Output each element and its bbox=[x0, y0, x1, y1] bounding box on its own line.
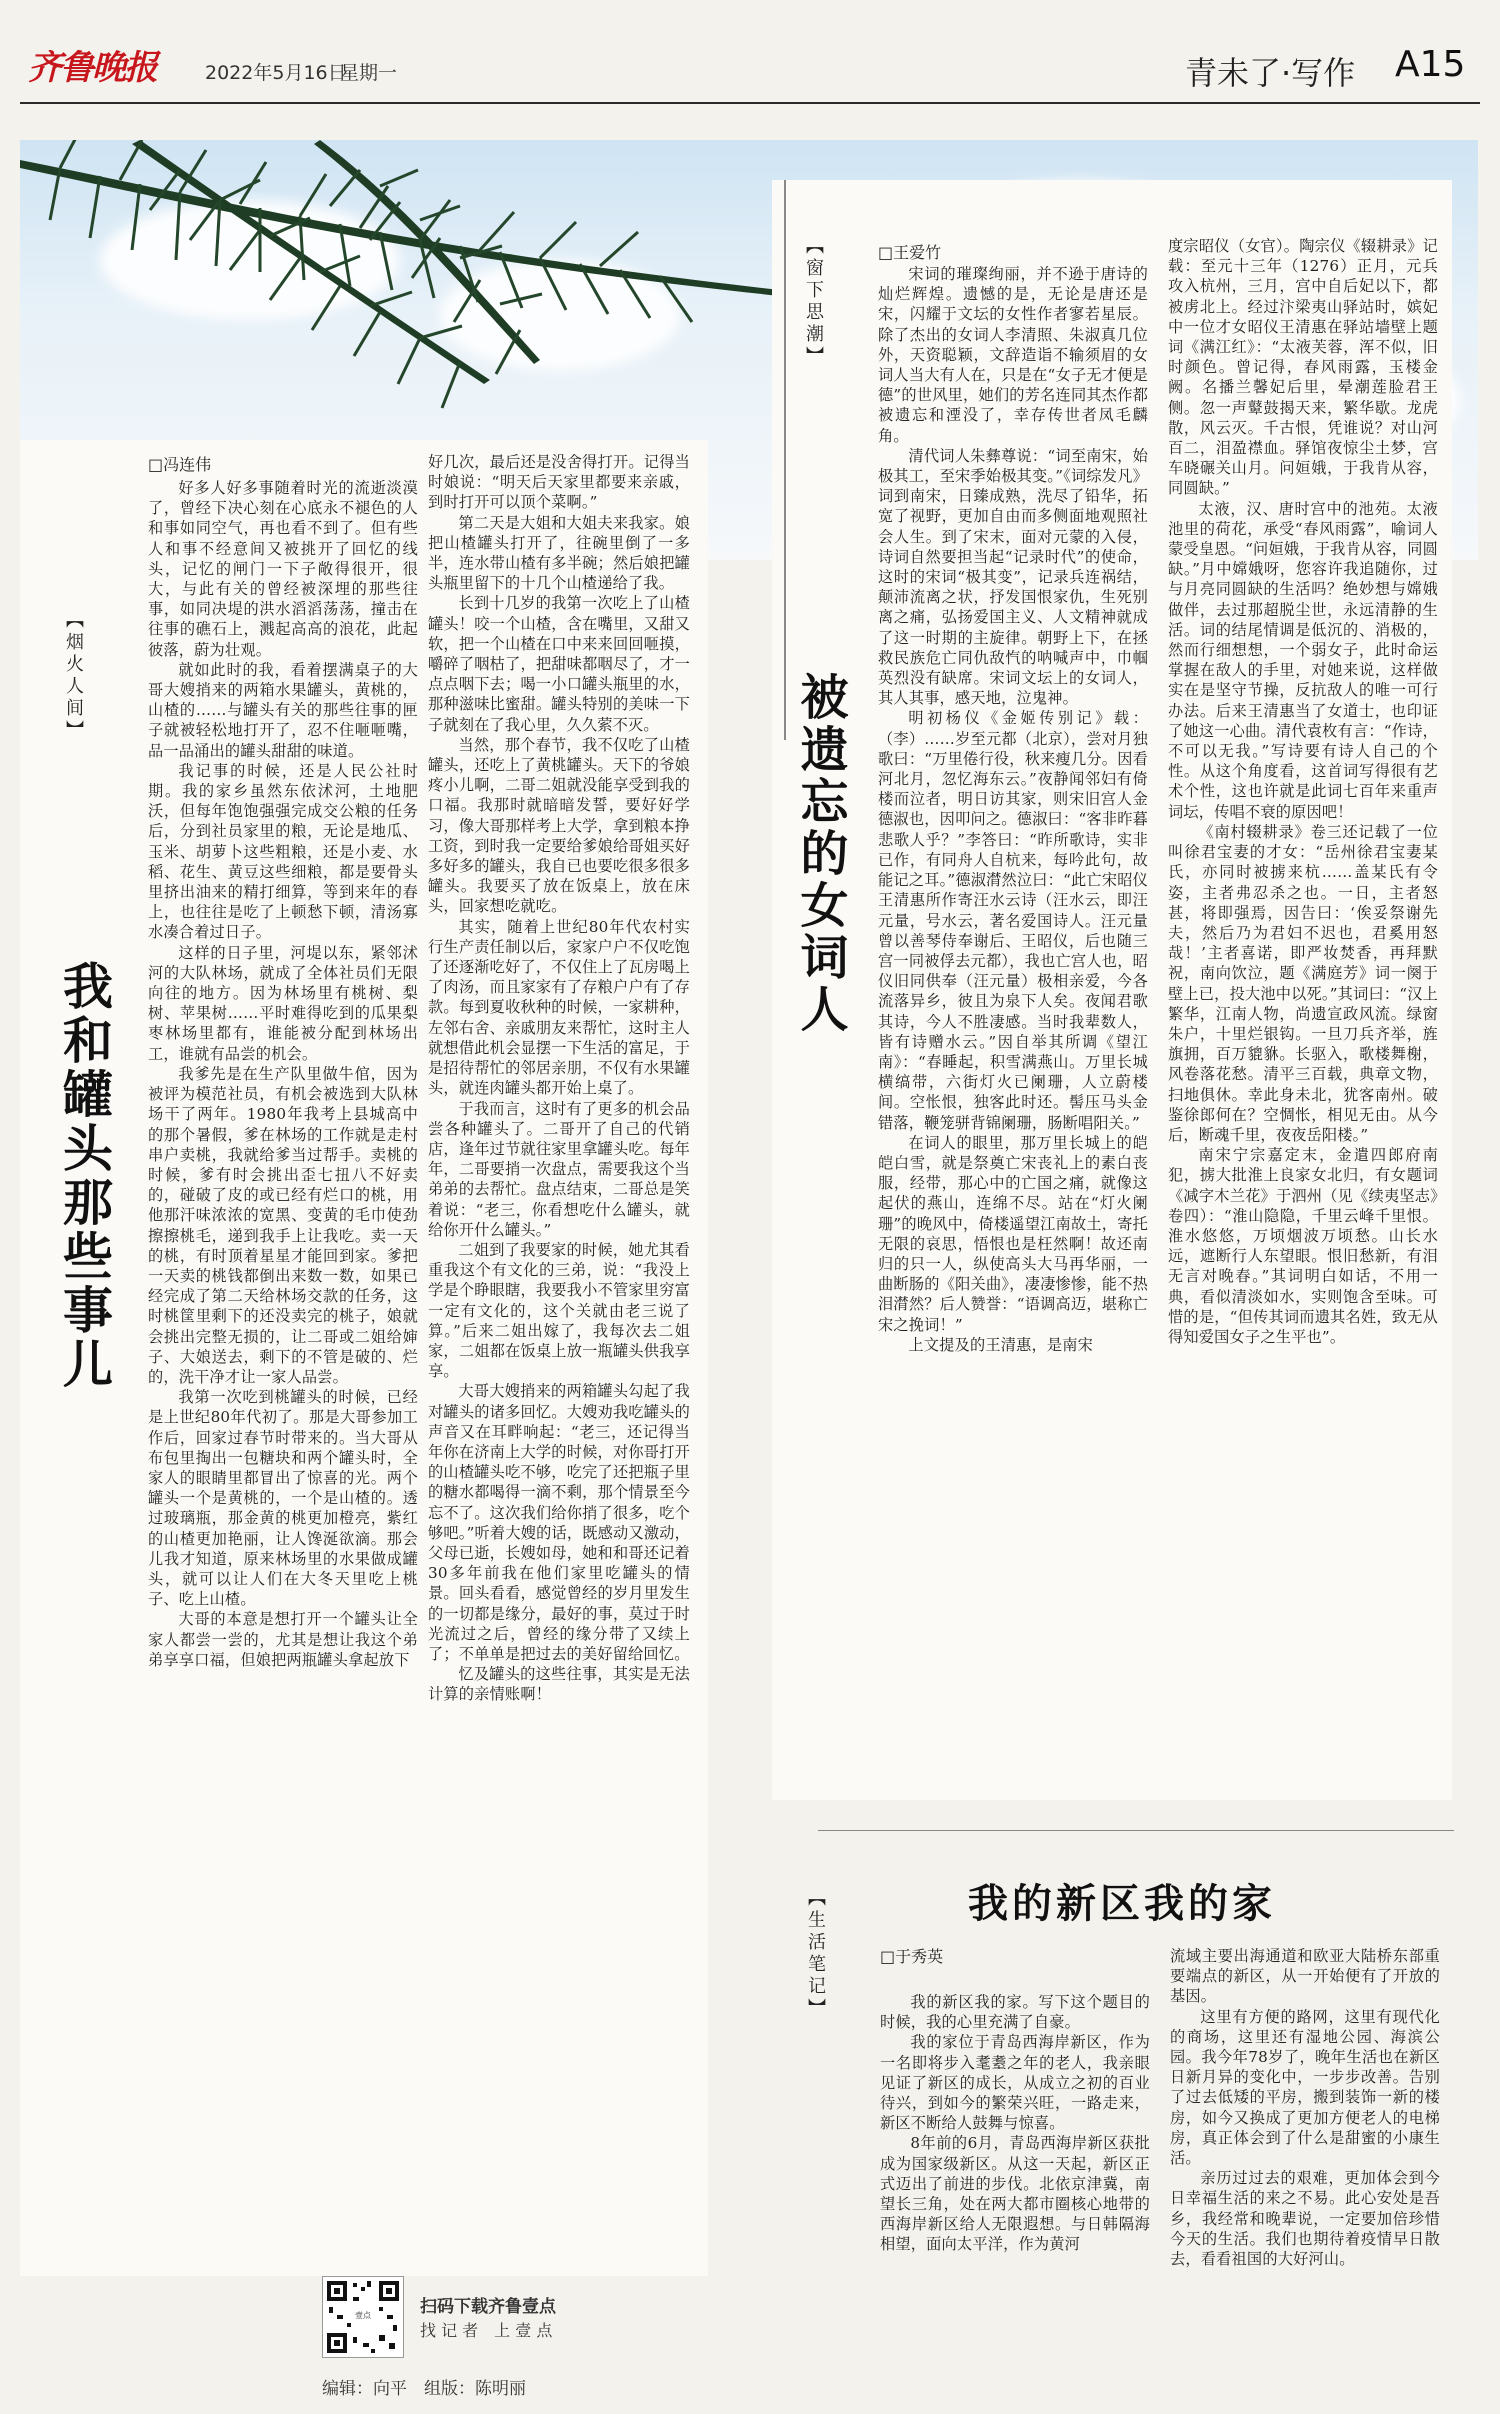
paragraph: 长到十几岁的我第一次吃上了山楂罐头！咬一个山楂，含在嘴里，又甜又软，把一个山楂在口中来来回回咂摸，嚼碎了咽枯了，把甜味都咽尽了，才一点点咽下去；喝一小口罐头瓶里的水，那种滋味比蜜甜。罐头特别的美味一下子就刻在了我心里，久久萦不灭。 bbox=[428, 594, 690, 734]
article-body-left-col2 bbox=[428, 452, 690, 2248]
paragraph: 就如此时的我，看着摆满桌子的大哥大嫂捎来的两箱水果罐头，黄桃的，山楂的……与罐头有关的那些往事的匣子就被轻松地打开了，忍不住咂咂嘴，品一品涌出的罐头甜甜的味道。 bbox=[148, 660, 418, 760]
divider-line bbox=[784, 180, 786, 740]
paragraph: 8年前的6月，青岛西海岸新区获批成为国家级新区。从这一天起，新区正式迈出了前进的步伐。北依京津冀，南望长三角，处在两大都市圈核心地带的西海岸新区给人无限遐想。与日韩隔海相望，面向太平洋，作为黄河 bbox=[880, 2134, 1150, 2254]
divider-line bbox=[818, 1830, 1454, 1831]
masthead bbox=[28, 40, 156, 89]
paragraph: 度宗昭仪（女官）。陶宗仪《辍耕录》记载：至元十三年（1276）正月，元兵攻入杭州，三月，宫中自后妃以下，都被虏北上。经过汴梁夷山驿站时，嫔妃中一位才女昭仪王清惠在驿站墙壁上题词《满江红》：“太液芙蓉，浑不似，旧时颜色。曾记得，春风雨露，玉楼金阙。名播兰馨妃后里，晕潮莲脸君王侧。忽一声鼙鼓揭天来，繁华歇。龙虎散，风云灭。千古恨，凭谁说？对山河百二，泪盈襟血。驿馆夜惊尘土梦，宫车晓碾关山月。问姮娥，于我肯从容，同圆缺。” bbox=[1168, 237, 1438, 498]
paragraph: 二姐到了我要家的时候，她尤其看重我这个有文化的三弟，说：“我没上学是个睁眼瞎，我要我小不管家里穷富一定有文化的，这个关就由老三说了算。”后来二姐出嫁了，我每次去二姐家，二姐都在饭桌上放一瓶罐头供我享享。 bbox=[428, 1240, 690, 1381]
paragraph: 在词人的眼里，那万里长城上的皑皑白雪，就是祭奠亡宋丧礼上的素白丧服，经带，那心中的亡国之痛，就像这起伏的燕山，连绵不尽。站在“灯火阑珊”的晚风中，倚楼遥望江南故土，寄托无限的哀思，悟恨也是枉然啊！故还南归的只一人，纵使高头大马再华丽，一曲断肠的《阳关曲》，凄凄惨惨，能不热泪潸然？后人赞誉：“语调高迈，堪称亡宋之挽词！” bbox=[878, 1133, 1148, 1334]
issue-date: 2022年5月16日 bbox=[205, 62, 347, 84]
editor-credit: 编辑：向平 组版：陈明丽 bbox=[322, 2379, 526, 2399]
page-number: A15 bbox=[1395, 44, 1466, 85]
qr-subtitle: 找 记 者 上 壹 点 bbox=[420, 2321, 553, 2340]
article-body-bottom-col2 bbox=[1170, 1946, 1440, 2396]
paragraph: 忆及罐头的这些往事，其实是无法计算的亲情账啊！ bbox=[428, 1665, 690, 1704]
author-left: □冯连伟 bbox=[148, 455, 212, 474]
paragraph: 《南村辍耕录》卷三还记载了一位叫徐君宝妻的才女：“岳州徐君宝妻某氏，亦同时被掳来杭……盖某氏有令姿，主者弗忍杀之也。一日，主者怒甚，将即强焉，因告曰：‘俟妥祭谢先夫，然后乃为君妇不迟也，君奚用怒哉！’主者喜诺，即严妆焚香，再拜默祝，南向饮泣，题《满庭芳》词一阕于壁上已，投大池中以死。”其词曰：“汉上繁华，江南人物，尚遗宣政风流。绿窗朱户，十里烂银钩。一旦刀兵齐举，旌旗拥，百万貔貅。长驱入，歌楼舞榭，风卷落花愁。清平三百载，典章文物，扫地俱休。幸此身未北，犹客南州。破鉴徐郎何在？空惆怅，相见无由。从今后，断魂千里，夜夜岳阳楼。” bbox=[1168, 822, 1438, 1144]
paragraph: 流域主要出海通道和欧亚大陆桥东部重要端点的新区，从一开始便有了开放的基因。 bbox=[1170, 1947, 1440, 2006]
paragraph: 大哥大嫂捎来的两箱罐头勾起了我对罐头的诸多回忆。大嫂劝我吃罐头的声音又在耳畔响起：“老三，还记得当年你在济南上大学的时候，对你哥打开的山楂罐头吃不够，吃完了还把瓶子里的糖水都喝得一滴不剩，那个情景至今忘不了。这次我们给你捎了很多，吃个够吧。”听着大嫂的话，既感动又激动，父母已逝，长嫂如母，她和和哥还记着30多年前我在他们家里吃罐头的情景。回头看看，感觉曾经的岁月里发生的一切都是缘分，最好的事，莫过于时光流过之后，曾经的缘分带了又续上了；不单单是把过去的美好留给回忆。 bbox=[428, 1382, 690, 1663]
article-body-right-col1 bbox=[878, 264, 1148, 1764]
paragraph: 好几次，最后还是没舍得打开。记得当时娘说：“明天后天家里都要来亲戚，到时打开可以顶个菜啊。” bbox=[428, 453, 690, 512]
article-title-left: 我和罐头那些事儿 bbox=[55, 960, 114, 1392]
paragraph: 大哥的本意是想打开一个罐头让全家人都尝一尝的，尤其是想让我这个弟弟享享口福，但娘把两瓶罐头拿起放下 bbox=[148, 1610, 418, 1669]
paragraph: 第二天是大姐和大姐夫来我家。娘把山楂罐头打开了，往碗里倒了一多半，连水带山楂有多半碗；然后娘把罐头瓶里留下的十几个山楂递给了我。 bbox=[428, 513, 690, 593]
issue-weekday: 星期一 bbox=[340, 62, 398, 84]
paragraph: 我第一次吃到桃罐头的时候，已经是上世纪80年代初了。那是大哥参加工作后，回家过春节时带来的。当大哥从布包里掏出一包糖块和两个罐头时，全家人的眼睛里都冒出了惊喜的光。两个罐头一个是黄桃的，一个是山楂的。透过玻璃瓶，那金黄的桃更加橙亮，紫红的山楂更加艳丽，让人馋涎欲滴。那会儿我才知道，原来林场里的水果做成罐头，就可以让人们在大冬天里吃上桃子、吃上山楂。 bbox=[148, 1388, 418, 1609]
paragraph: 这样的日子里，河堤以东，紧邻沭河的大队林场，就成了全体社员们无限向往的地方。因为林场里有桃树、梨树、苹果树……平时难得吃到的瓜果梨枣林场里都有，谁能被分配到林场出工，谁就有品尝的机会。 bbox=[148, 943, 418, 1063]
article-title-right-bottom: 我的新区我的家 bbox=[968, 1880, 1276, 1927]
paragraph: 亲历过过去的艰难，更加体会到今日幸福生活的来之不易。此心安处是吾乡，我经常和晚辈说，一定要加倍珍惜今天的生活。我们也期待着疫情早日散去，看看祖国的大好河山。 bbox=[1170, 2169, 1440, 2269]
paragraph: 我的家位于青岛西海岸新区，作为一名即将步入耄耋之年的老人，我亲眼见证了新区的成长，从成立之初的百业待兴，到如今的繁荣兴旺，一路走来，新区不断给人鼓舞与惊喜。 bbox=[880, 2033, 1150, 2133]
qr-center-label: 壹点 bbox=[355, 2311, 371, 2320]
header-rule bbox=[20, 102, 1480, 104]
paragraph: 上文提及的王清惠，是南宋 bbox=[908, 1335, 1094, 1354]
paragraph: 其实，随着上世纪80年代农村实行生产责任制以后，家家户户不仅吃饱了还逐渐吃好了，不仅住上了瓦房喝上了肉汤，而且家家有了存粮户户有了存款。每到夏收秋种的时候，一家耕种，左邻右舍、亲戚朋友来帮忙，这时主人就想借此机会显摆一下生活的富足，于是招待帮忙的邻居亲朋，不仅有水果罐头，就连肉罐头都开始上桌了。 bbox=[428, 917, 690, 1098]
paragraph: 宋词的璀璨绚丽，并不逊于唐诗的灿烂辉煌。遗憾的是，无论是唐还是宋，闪耀于文坛的女性作者寥若星辰。除了杰出的女词人李清照、朱淑真几位外，天资聪颖，文辞造诣不输须眉的女词人当大有人在，只是在“女子无才便是德”的世风里，她们的芳名连同其杰作都被遗忘和湮没了，幸存传世者凤毛麟角。 bbox=[878, 265, 1148, 445]
section-name: 青未了·写作 bbox=[1185, 54, 1356, 92]
paragraph: 这里有方便的路网，这里有现代化的商场，这里还有湿地公园、海滨公园。我今年78岁了，晚年生活也在新区日新月异的变化中，一步步改善。告别了过去低矮的平房，搬到装饰一新的楼房，如今又换成了更加方便老人的电梯房，真正体会到了什么是甜蜜的小康生活。 bbox=[1170, 2007, 1440, 2168]
paper-logo: 齐鲁晚报 bbox=[28, 48, 156, 88]
paragraph: 太液，汉、唐时宫中的池苑。太液池里的荷花，承受“春风雨露”，喻词人蒙受皇恩。“问姮娥，于我肯从容，同圆缺。”月中嫦娥呀，您容许我追随你，过与月亮同圆缺的生活吗？绝妙想与嫦娥做伴，去过那超脱尘世，永远清静的生活。词的结尾情调是低沉的、消极的，然而行细想想，一个弱女子，此时命运掌握在敌人的手里，对她来说，这样做实在是坚守节操，反抗敌人的唯一可行办法。后来王清惠当了女道士，也印证了她这一心曲。清代袁枚有言：“作诗，不可以无我。”写诗要有诗人自己的个性。从这个角度看，这首词写得很有艺术个性，这也许就是此词七百年来重声词坛，传唱不衰的原因吧！ bbox=[1168, 499, 1438, 821]
paragraph: 南宋宁宗嘉定末，金遣四郎府南犯，掳大批淮上良家女北归，有女题词《减字木兰花》于泗州（见《续夷坚志》卷四）：“淮山隐隐，千里云峰千里恨。淮水悠悠，万顷烟波万顷愁。山长水远，遮断行人东望眼。恨旧愁新，有泪无言对晚春。”其词明白如话，不用一典，看似清淡如水，实则饱含至味。可惜的是，“但传其词而遗其名姓，致无从得知爱国女子之生平也”。 bbox=[1168, 1146, 1438, 1346]
column-tag-right-top: 【窗下思潮】 bbox=[803, 236, 824, 368]
qr-code[interactable] bbox=[322, 2276, 404, 2358]
column-tag-right-bottom: 【生活笔记】 bbox=[805, 1888, 826, 2020]
qr-title: 扫码下载齐鲁壹点 bbox=[420, 2297, 556, 2317]
article-title-right-top: 被遗忘的女词人 bbox=[792, 672, 848, 1036]
paragraph: 我记事的时候，还是人民公社时期。我的家乡虽然东依沭河，土地肥沃，但每年饱饱强强完成交公粮的任务后，分到社员家里的粮，无论是地瓜、玉米、胡萝卜这些粗粮，还是小麦、水稻、花生、黄豆这些细粮，都是要骨头里挤出油来的精打细算，等到来年的春上，也往往是吃了上顿愁下顿，清汤寡水凑合着过日子。 bbox=[148, 761, 418, 942]
paragraph: 当然，那个春节，我不仅吃了山楂罐头，还吃上了黄桃罐头。天下的爷娘疼小儿啊，二哥二姐就没能享受到我的口福。我那时就暗暗发誓，要好好学习，像大哥那样考上大学，拿到粮本挣工资，到时我一定要给爹娘给哥姐买好多好多的罐头，我自已也要吃很多很多罐头。我要买了放在饭桌上，放在床头，回家想吃就吃。 bbox=[428, 735, 690, 916]
paragraph: 清代词人朱彝尊说：“词至南宋，始极其工，至宋季始极其变。”《词综发凡》词到南宋，日臻成熟，洗尽了铅华，拓宽了视野，更加自由而多侧面地观照社会人生。到了宋末，面对元蒙的入侵，诗词自然要担当起“记录时代”的使命，这时的宋词“极其变”，记录兵连祸结，颠沛流离之状，抒发国恨家仇，生死别离之痛，弘扬爱国主义、人文精神就成了这一时期的主旋律。朝野上下，在拯救民族危亡同仇敌忾的呐喊声中，巾帼英烈没有缺席。宋词文坛上的女词人，其人其事，感天地，泣鬼神。 bbox=[878, 446, 1148, 708]
paragraph: 好多人好多事随着时光的流逝淡漠了，曾经下决心刻在心底永不褪色的人和事如同空气，再也看不到了。但有些人和事不经意间又被挑开了回忆的线头，记忆的闸门一下子敞得很开，很大，与此有关的曾经被深埋的那些往事，如同决堤的洪水滔滔荡荡，撞击在往事的礁石上，溅起高高的浪花，此起彼落，蔚为壮观。 bbox=[148, 479, 418, 659]
paragraph: 明初杨仪《金姬传别记》载：（李）……岁至元都（北京），尝对月独歌曰：“万里倦行役，秋来瘦几分。因看河北月，忽忆海东云。”夜静闻邻妇有倚楼而泣者，明日访其家，则宋旧宫人金德淑也，因叩问之。德淑曰：“客非昨暮悲歌人乎？”李答曰：“昨所歌诗，实非已作，有同舟人自杭来，每吟此句，故能记之耳。”德淑潸然泣曰：“此亡宋昭仪王清惠所作寄汪水云诗（汪水云，即汪元量，号水云，著名爱国诗人。汪元量曾以善琴侍奉谢后、王昭仪，后也随三宫一同被俘去元都），我也亡宫人也，昭仪旧同供奉（汪元量）极相亲爱，今各流落异乡，彼且为泉下人矣。夜闻君歌其诗，今人不胜凄感。当时我辈数人，皆有诗赠水云。”因自举其所调《望江南》：“春睡起，积雪满燕山。万里长城横缟带，六街灯火已阑珊，人立蔚楼间。空怅恨，独客此时还。髻压马头金错落，鞭笼骈背锦阑珊，肠断唱阳关。” bbox=[878, 709, 1148, 1132]
article-body-right-col2 bbox=[1168, 236, 1438, 1776]
article-body-left-col1 bbox=[148, 478, 418, 2248]
paragraph: 我的新区我的家。写下这个题目的时候，我的心里充满了自豪。 bbox=[880, 1993, 1150, 2032]
paragraph: 我爹先是在生产队里做牛倌，因为被评为模范社员，有机会被选到大队林场干了两年。1980年我考上县城高中的那个暑假，爹在林场的工作就是走村串户卖桃，我就给爹当过帮手。卖桃的时候，爹有时会挑出歪七扭八不好卖的，碰破了皮的或已经有烂口的桃，用他那汗味浓浓的宽黑、变黄的毛巾使劲擦擦桃毛，递到我手上让我吃。卖一天的桃，有时顶着星星才能回到家。爹把一天卖的桃钱都倒出来数一数，如果已经完成了第二天给林场交款的任务，这时桃筐里剩下的还没卖完的桃子，娘就会挑出完整无损的，让二哥或二姐给婶子、大娘送去，剩下的不管是破的、烂的，洗干净才让一家人品尝。 bbox=[148, 1064, 418, 1386]
paragraph: 于我而言，这时有了更多的机会品尝各种罐头了。二哥开了自己的代销店，逢年过节就往家里拿罐头吃。每年年，二哥要捎一次盘点，需要我这个当弟弟的去帮忙。盘点结束，二哥总是笑着说：“老三，你看想吃什么罐头，就给你开什么罐头。” bbox=[428, 1099, 690, 1239]
article-body-bottom-col1 bbox=[880, 1992, 1150, 2400]
author-right-bottom: □于秀英 bbox=[880, 1947, 944, 1966]
author-right-top: □王爱竹 bbox=[878, 243, 942, 262]
column-tag-left: 【烟火人间】 bbox=[63, 610, 84, 742]
